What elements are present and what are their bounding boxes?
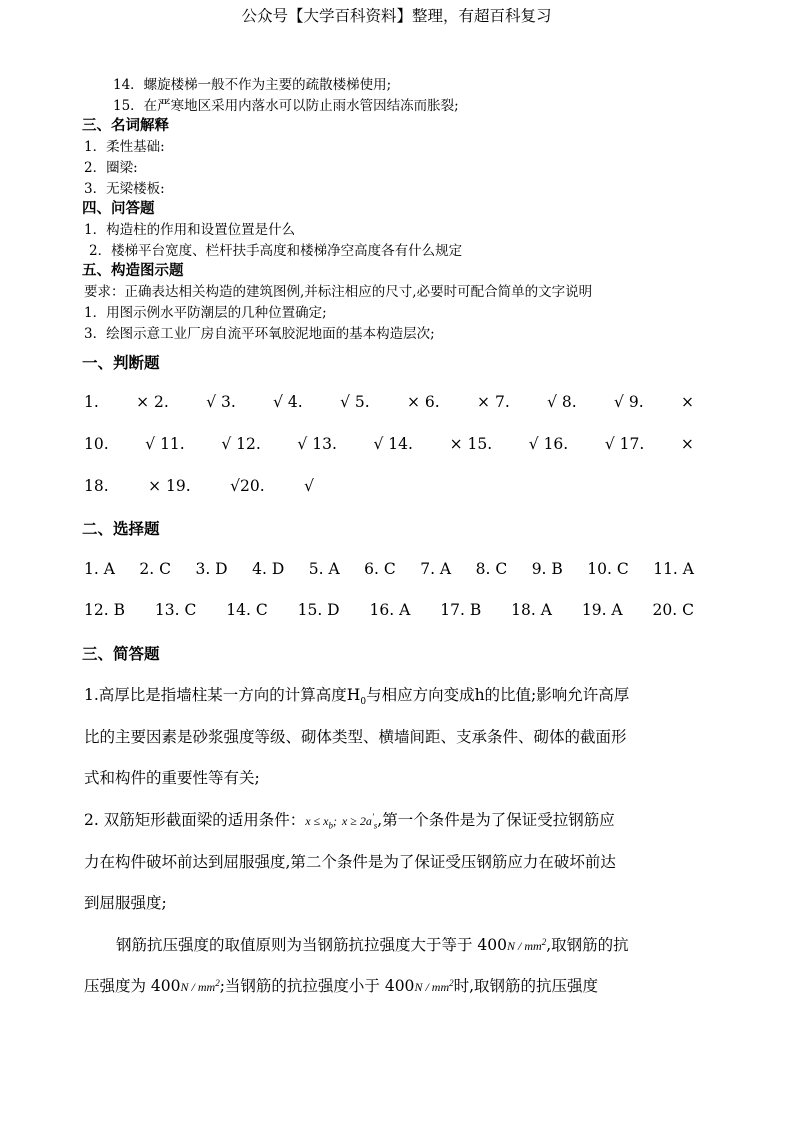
math-symbol: H bbox=[346, 686, 361, 704]
answer-item: 1. A bbox=[84, 560, 115, 578]
answer-item: 10. bbox=[84, 435, 109, 453]
judge-row bbox=[84, 477, 314, 495]
answer-item: 15. D bbox=[297, 601, 340, 619]
math-text: x ≥ 2a bbox=[341, 814, 372, 828]
answer-item: × 6. bbox=[407, 393, 440, 411]
formula-condition-1 bbox=[305, 814, 333, 831]
list-item: 1．构造柱的作用和设置位置是什么 bbox=[84, 222, 296, 238]
list-item: 14．螺旋楼梯一般不作为主要的疏散楼梯使用; bbox=[113, 77, 392, 93]
answer-item: 1. bbox=[84, 393, 99, 411]
answer-item: 11. A bbox=[653, 560, 694, 578]
text-run: 压强度为 400 bbox=[84, 977, 181, 995]
answer-item: √ 16. bbox=[528, 435, 569, 453]
unit-n-per-mm2 bbox=[181, 980, 220, 994]
section-title: 五、构造图示题 bbox=[82, 263, 184, 279]
text-run: ;当钢筋的抗拉强度小于 400 bbox=[219, 977, 415, 995]
answer-item: 17. B bbox=[440, 601, 482, 619]
list-item: 2．楼梯平台宽度、栏杆扶手高度和楼梯净空高度各有什么规定 bbox=[89, 243, 463, 259]
answer-item: √ 13. bbox=[297, 435, 337, 453]
unit-superscript: 2 bbox=[215, 978, 220, 988]
answer-item: √ bbox=[304, 477, 314, 495]
unit-n-per-mm2 bbox=[414, 980, 453, 994]
unit-superscript: 2 bbox=[449, 978, 454, 988]
paragraph-line: 比的主要因素是砂浆强度等级、砌体类型、横墙间距、支承条件、砌体的截面形 bbox=[84, 728, 627, 746]
answer-item: 10. C bbox=[587, 560, 629, 578]
unit-text: N / mm bbox=[507, 939, 542, 953]
paragraph-line bbox=[84, 808, 615, 830]
list-item: 3．绘图示意工业厂房自流平环氧胶泥地面的基本构造层次; bbox=[84, 326, 435, 342]
answer-item: √20. bbox=[230, 477, 265, 495]
answer-item: √ 4. bbox=[273, 393, 303, 411]
paragraph-line: 到屈服强度; bbox=[84, 894, 167, 912]
answer-item: √ 17. bbox=[604, 435, 645, 453]
answer-item: 18. A bbox=[511, 601, 552, 619]
answer-item: 3. D bbox=[195, 560, 228, 578]
math-text: x ≤ x bbox=[305, 814, 329, 828]
answer-item: × bbox=[680, 393, 694, 411]
math-subscript: s bbox=[373, 820, 378, 831]
math-h0 bbox=[346, 686, 367, 708]
list-item: 1．用图示例水平防潮层的几种位置确定; bbox=[84, 305, 327, 321]
text-run: ,取钢筋的抗 bbox=[546, 936, 629, 954]
choice-row bbox=[84, 601, 694, 619]
answer-item: √ 3. bbox=[206, 393, 236, 411]
text-run: 1.高厚比是指墙柱某一方向的计算高度 bbox=[84, 686, 347, 704]
requirement-text: 要求：正确表达相关构造的建筑图例,并标注相应的尺寸,必要时可配合简单的文字说明 bbox=[84, 284, 593, 300]
answer-item: 2. C bbox=[139, 560, 171, 578]
text-run: 2. 双筋矩形截面梁的适用条件： bbox=[84, 811, 306, 829]
paragraph-line bbox=[84, 974, 598, 996]
answer-item: × 19. bbox=[148, 477, 191, 495]
math-subscript: b bbox=[328, 820, 333, 831]
answer-item: √ 5. bbox=[340, 393, 370, 411]
answer-item: 18. bbox=[84, 477, 109, 495]
answer-item: 6. C bbox=[364, 560, 396, 578]
unit-text: N / mm bbox=[414, 980, 450, 994]
answer-item: 16. A bbox=[369, 601, 411, 619]
text-run: ,第一个条件是为了保证受拉钢筋应 bbox=[377, 811, 615, 829]
unit-superscript: 2 bbox=[541, 937, 547, 947]
choice-row bbox=[84, 560, 694, 578]
answer-item: √ 12. bbox=[221, 435, 261, 453]
formula-condition-2 bbox=[341, 812, 378, 831]
answer-item: 13. C bbox=[154, 601, 197, 619]
math-subscript: 0 bbox=[360, 697, 367, 708]
section-title: 四、问答题 bbox=[82, 201, 155, 217]
math-superscript: ' bbox=[371, 812, 374, 822]
list-item: 2．圈梁: bbox=[84, 160, 138, 176]
answer-item: √ 9. bbox=[614, 393, 644, 411]
answer-item: 19. A bbox=[581, 601, 623, 619]
paragraph-line: 式和构件的重要性等有关; bbox=[84, 769, 260, 787]
text-run: 与相应方向变成h的比值;影响允许高厚 bbox=[366, 686, 630, 704]
answer-item: √ 14. bbox=[373, 435, 413, 453]
answer-item: 5. A bbox=[308, 560, 340, 578]
answer-item: 12. B bbox=[84, 601, 125, 619]
answer-item: √ 11. bbox=[145, 435, 185, 453]
answer-item: 20. C bbox=[652, 601, 694, 619]
paragraph-line bbox=[84, 683, 629, 707]
answer-item: 9. B bbox=[531, 560, 563, 578]
answer-item: √ 8. bbox=[547, 393, 577, 411]
list-item: 3．无梁楼板: bbox=[84, 181, 165, 197]
answer-item: × bbox=[680, 435, 694, 453]
judge-row bbox=[84, 435, 694, 453]
section-title: 二、选择题 bbox=[82, 520, 160, 538]
unit-n-per-mm2 bbox=[507, 939, 546, 953]
answer-item: 4. D bbox=[252, 560, 285, 578]
answer-item: × 15. bbox=[449, 435, 493, 453]
section-title: 三、简答题 bbox=[82, 645, 160, 663]
paragraph-line bbox=[116, 933, 629, 955]
formula-separator: ; bbox=[332, 814, 337, 828]
answer-item: × 7. bbox=[477, 393, 510, 411]
section-title: 一、判断题 bbox=[82, 354, 160, 372]
list-item: 15．在严寒地区采用内落水可以防止雨水管因结冻而胀裂; bbox=[113, 98, 459, 114]
judge-row bbox=[84, 393, 694, 411]
answer-item: 14. C bbox=[226, 601, 268, 619]
page-header: 公众号【大学百科资料】整理，有超百科复习 bbox=[241, 7, 552, 25]
text-run: 钢筋抗压强度的取值原则为当钢筋抗拉强度大于等于 400 bbox=[116, 936, 508, 954]
unit-text: N / mm bbox=[180, 980, 216, 994]
answer-item: 8. C bbox=[475, 560, 508, 578]
answer-item: 7. A bbox=[420, 560, 452, 578]
text-run: 时,取钢筋的抗压强度 bbox=[453, 977, 599, 995]
section-title: 三、名词解释 bbox=[82, 118, 169, 134]
list-item: 1．柔性基础: bbox=[84, 139, 165, 155]
answer-item: × 2. bbox=[136, 393, 169, 411]
paragraph-line: 力在构件破坏前达到屈服强度,第二个条件是为了保证受压钢筋应力在破坏前达 bbox=[84, 853, 616, 871]
